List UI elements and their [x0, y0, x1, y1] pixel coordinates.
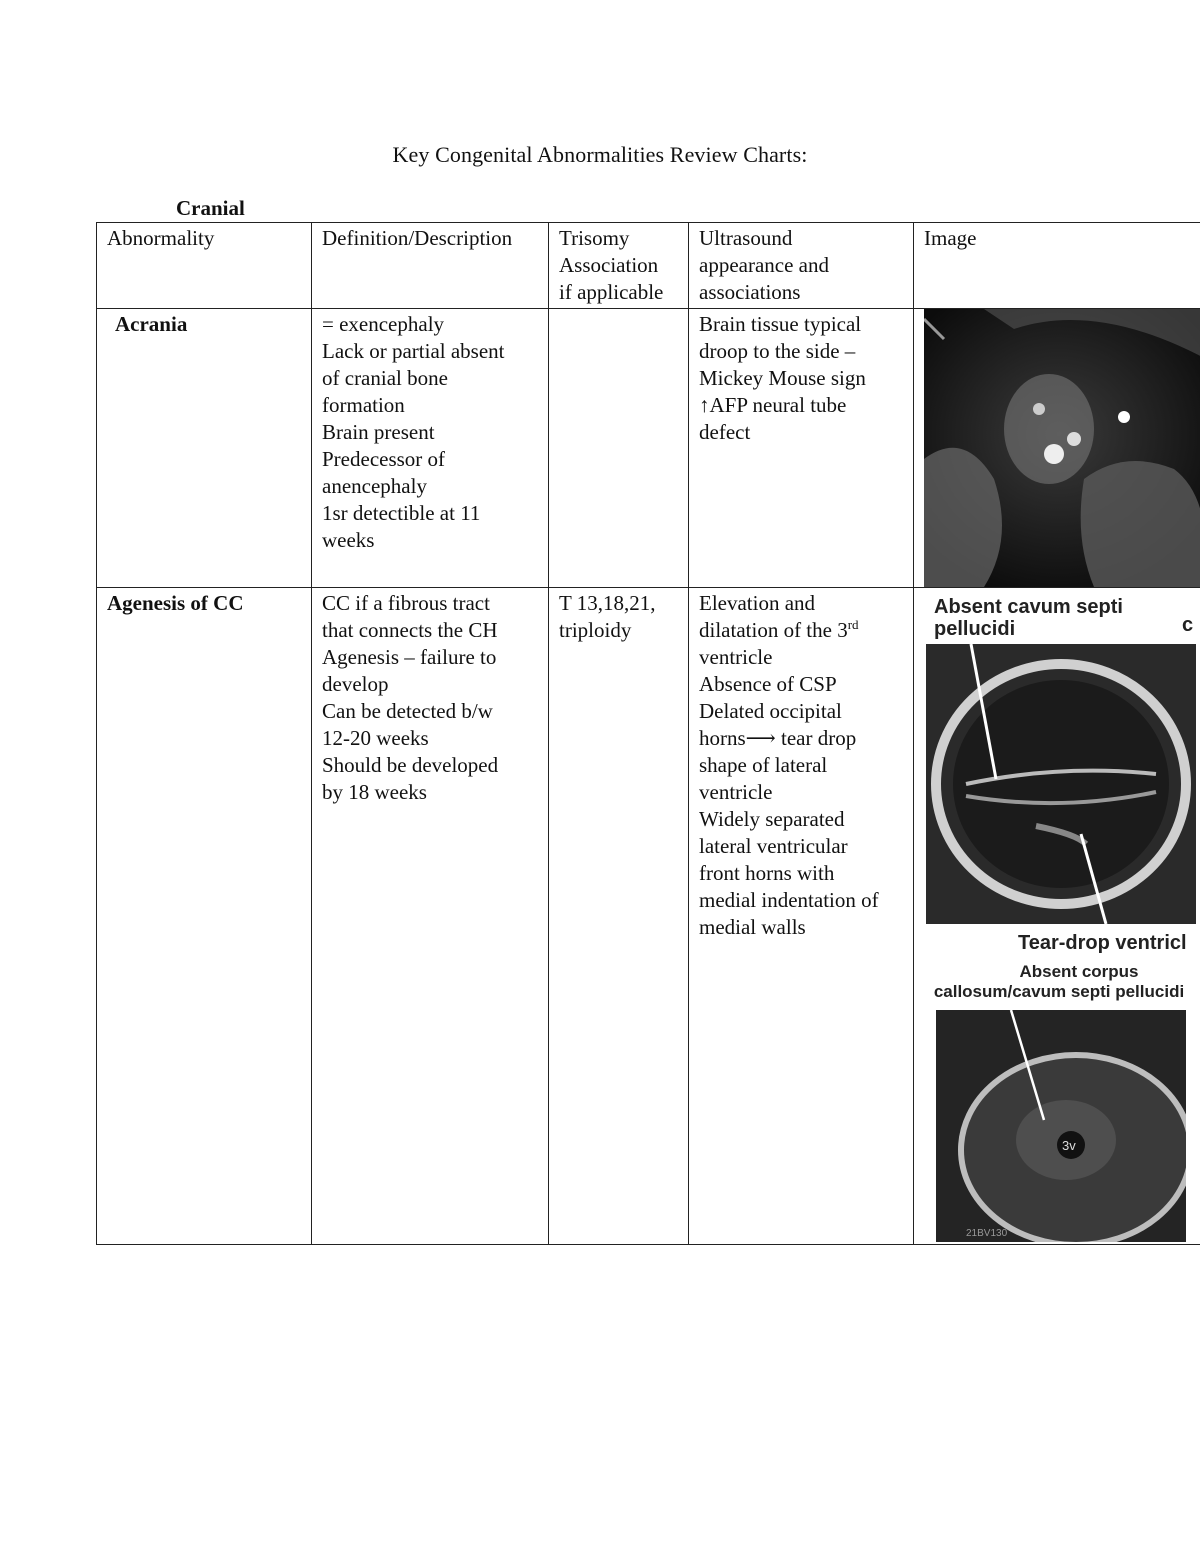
label-3v: 3v	[1062, 1138, 1076, 1153]
page-title: Key Congenital Abnormalities Review Charts:	[392, 142, 808, 167]
definition-cell: CC if a fibrous tract that connects the CH Agenesis – failure to develop Can be detected b/w 12-20 weeks Should be developed by 18 weeks	[312, 588, 549, 1245]
ultrasound-cell: Elevation and dilatation of the 3rd ventricle Absence of CSP Delated occipital horns⟶ tear drop shape of lateral ventricle Widely separated lateral ventricular front horns with medial indentation of medial walls	[689, 588, 914, 1245]
abnormality-cell: Acrania	[97, 309, 312, 588]
abnormalities-table	[96, 222, 1200, 1245]
caption-tear-drop: Tear-drop ventricl	[1018, 932, 1187, 954]
header-image: Image	[914, 223, 1200, 309]
corner-label: 21BV130	[966, 1228, 1008, 1239]
section-heading: Cranial	[176, 196, 245, 220]
definition-cell: = exencephaly Lack or partial absent of cranial bone formation Brain present Predecessor of anencephaly 1sr detectible at 11 weeks	[312, 309, 549, 588]
caption-absent-csp: Absent cavum septi pellucidi	[934, 596, 1123, 640]
table-row	[97, 588, 1200, 1245]
caption-cut-letter: c	[1182, 614, 1194, 636]
table-row	[97, 309, 1200, 588]
header-row	[97, 223, 1200, 309]
trisomy-cell	[549, 309, 689, 588]
header-ultrasound: Ultrasound appearance and associations	[689, 223, 914, 309]
acrania-ultrasound-image	[924, 309, 1200, 587]
agenesis-ultrasound-image-1	[926, 644, 1196, 924]
header-definition: Definition/Description	[312, 223, 549, 309]
ultrasound-cell: Brain tissue typical droop to the side – Mickey Mouse sign ↑AFP neural tube defect	[689, 309, 914, 588]
image-cell	[914, 309, 1200, 588]
header-trisomy: Trisomy Association if applicable	[549, 223, 689, 309]
image-cell	[914, 588, 1200, 1245]
agenesis-ultrasound-image-2	[936, 1010, 1186, 1242]
abnormality-cell: Agenesis of CC	[97, 588, 312, 1245]
header-abnormality: Abnormality	[97, 223, 312, 309]
trisomy-cell: T 13,18,21, triploidy	[549, 588, 689, 1245]
caption-absent-corpus: Absent corpus callosum/cavum septi pellucidi	[933, 962, 1185, 1001]
